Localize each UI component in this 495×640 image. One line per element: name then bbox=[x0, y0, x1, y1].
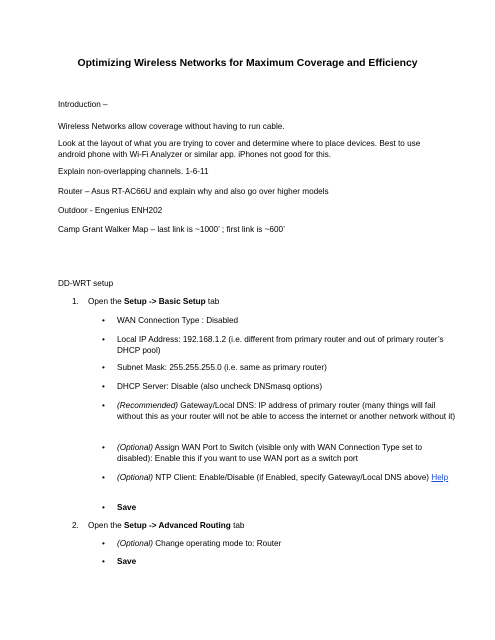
bullet-text: WAN Connection Type : Disabled bbox=[117, 316, 239, 325]
save-label bbox=[117, 556, 457, 567]
intro-line-outdoor: Outdoor - Engenius ENH202 bbox=[58, 206, 163, 215]
bullet-glyph: • bbox=[102, 401, 105, 410]
bullet-body: Gateway/Local DNS: IP address of primary router (many things will fail without this as your router will not be able to access the internet or another network without it) bbox=[117, 401, 456, 421]
intro-line-map: Camp Grant Walker Map – last link is ~1000’ ; first link is ~600’ bbox=[58, 225, 285, 234]
bullet-glyph: • bbox=[102, 316, 105, 325]
step-prefix: Open the bbox=[88, 521, 124, 530]
help-link[interactable]: Help bbox=[431, 473, 449, 482]
bullet-glyph: • bbox=[102, 335, 105, 344]
bullet-emphasis: (Recommended) bbox=[117, 401, 178, 410]
step-suffix: tab bbox=[205, 297, 220, 306]
bullet-text bbox=[117, 442, 457, 464]
step-number: 1. bbox=[72, 297, 79, 306]
bullet-glyph: • bbox=[102, 363, 105, 372]
intro-line-channels: Explain non-overlapping channels. 1-6-11 bbox=[58, 167, 209, 176]
step-number: 2. bbox=[72, 521, 79, 530]
intro-line-layout: Look at the layout of what you are trying to cover and determine where to place devices. Best to use android phone with Wi-Fi Analyzer or similar app. iPhones not good for this. bbox=[58, 139, 421, 159]
step-suffix: tab bbox=[230, 521, 245, 530]
bullet-text: DHCP Server: Disable (also uncheck DNSmasq options) bbox=[117, 382, 323, 391]
step-bold: Setup -> Basic Setup bbox=[123, 297, 206, 306]
bullet-text bbox=[117, 400, 457, 422]
bullet-glyph: • bbox=[102, 473, 105, 482]
bullet-text bbox=[117, 472, 457, 483]
bullet-emphasis: (Optional) bbox=[117, 473, 153, 482]
save-text: Save bbox=[117, 557, 137, 566]
intro-line-wireless: Wireless Networks allow coverage without having to run cable. bbox=[58, 122, 285, 131]
bullet-emphasis: (Optional) bbox=[117, 443, 153, 452]
bullet-body: Change operating mode to: Router bbox=[152, 539, 282, 548]
bullet-glyph: • bbox=[102, 382, 105, 391]
bullet-body: Assign WAN Port to Switch (visible only with WAN Connection Type set to disabled): Enable this if you want to use WAN port as a switch port bbox=[117, 443, 423, 463]
bullet-text: Subnet Mask: 255.255.255.0 (i.e. same as primary router) bbox=[117, 363, 327, 372]
bullet-emphasis: (Optional) bbox=[117, 539, 153, 548]
step-title bbox=[88, 520, 244, 531]
bullet-glyph: • bbox=[102, 557, 105, 566]
step-bold: Setup -> Advanced Routing bbox=[123, 521, 231, 530]
bullet-text: Local IP Address: 192.168.1.2 (i.e. different from primary router and out of primary router’s DHCP pool) bbox=[117, 335, 444, 355]
bullet-glyph: • bbox=[102, 443, 105, 452]
intro-heading: Introduction – bbox=[58, 100, 108, 109]
bullet-glyph: • bbox=[102, 539, 105, 548]
bullet-glyph: • bbox=[102, 503, 105, 512]
intro-line-router: Router – Asus RT-AC66U and explain why and also go over higher models bbox=[58, 187, 329, 196]
document-title: Optimizing Wireless Networks for Maximum Coverage and Efficiency bbox=[77, 58, 418, 69]
step-title bbox=[88, 296, 219, 307]
ddwrt-heading: DD-WRT setup bbox=[58, 279, 114, 288]
save-label bbox=[117, 502, 457, 513]
bullet-text bbox=[117, 538, 457, 549]
save-text: Save bbox=[117, 503, 137, 512]
bullet-body: NTP Client: Enable/Disable (if Enabled, specify Gateway/Local DNS above) bbox=[152, 473, 432, 482]
step-prefix: Open the bbox=[88, 297, 124, 306]
